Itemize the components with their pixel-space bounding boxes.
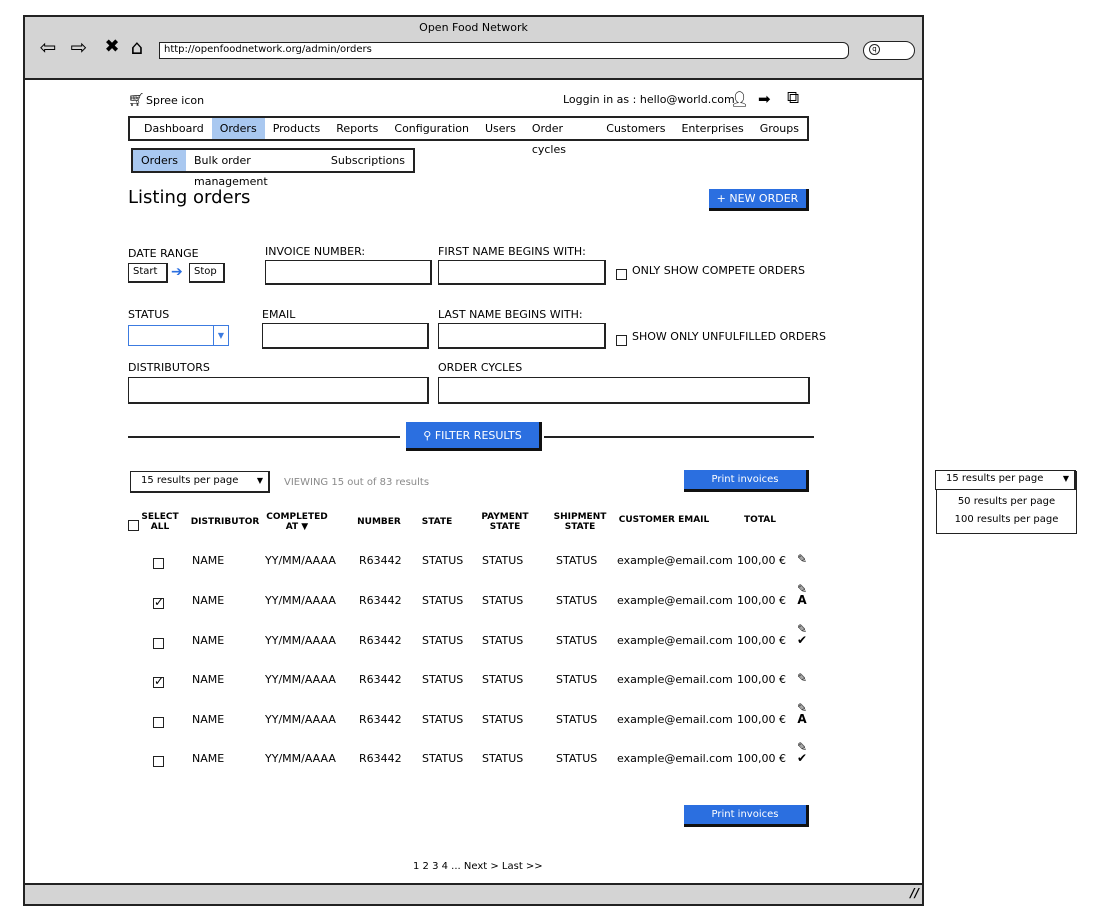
divider-right	[544, 436, 814, 438]
cell-distributor: NAME	[192, 713, 225, 726]
cell-shipment-state: STATUS	[556, 673, 598, 686]
row-actions	[795, 554, 809, 565]
search-icon: q	[869, 44, 880, 55]
subnav-bulk-order-management[interactable]: Bulk order management	[194, 154, 268, 188]
chevron-down-icon: ▼	[256, 476, 263, 485]
cell-completed-at: YY/MM/AAAA	[265, 713, 336, 726]
status-bar	[25, 883, 922, 904]
subnav-orders[interactable]: Orders	[133, 150, 186, 171]
filter-results-button[interactable]	[406, 422, 542, 451]
font-icon[interactable]: A	[797, 712, 807, 726]
invoice-number-label: INVOICE NUMBER:	[265, 245, 366, 258]
home-icon[interactable]: ⌂	[130, 35, 144, 59]
header-shipment-state: SHIPMENT STATE	[553, 512, 607, 532]
cell-total: 100,00 €	[737, 713, 786, 726]
search-icon: ⚲	[423, 429, 435, 442]
stop-date-field[interactable]: Stop	[189, 263, 225, 283]
cell-payment-state: STATUS	[482, 713, 524, 726]
browser-titlebar	[25, 17, 922, 80]
nav-dashboard[interactable]: Dashboard	[144, 122, 204, 135]
edit-icon[interactable]: ✎	[796, 582, 808, 596]
cell-payment-state: STATUS	[482, 634, 524, 647]
nav-reports[interactable]: Reports	[336, 122, 379, 135]
chevron-down-icon: ▼	[1062, 474, 1069, 483]
checkbox-icon	[153, 756, 164, 767]
per-page-select[interactable]	[130, 471, 270, 493]
checkbox-checked-icon	[153, 677, 164, 688]
row-checkbox[interactable]	[153, 754, 164, 767]
login-status: Loggin in as : hello@world.com	[563, 93, 735, 106]
cell-state: STATUS	[422, 594, 464, 607]
print-invoices-button-top[interactable]: Print invoices	[684, 470, 809, 492]
cell-completed-at: YY/MM/AAAA	[265, 634, 336, 647]
cell-payment-state: STATUS	[482, 594, 524, 607]
invoice-number-input[interactable]	[265, 260, 432, 285]
url-input[interactable]: http://openfoodnetwork.org/admin/orders	[159, 42, 849, 59]
logout-icon[interactable]: ➡	[758, 90, 771, 108]
header-number: NUMBER	[357, 517, 401, 527]
checkbox-icon	[153, 558, 164, 569]
check-icon[interactable]: ✔	[796, 633, 808, 647]
external-link-icon[interactable]: ⧉	[787, 88, 800, 108]
cell-number: R63442	[359, 634, 402, 647]
header-distributor: DISTRIBUTOR	[190, 517, 260, 527]
cell-customer-email: example@email.com	[617, 594, 733, 607]
checkbox-icon	[616, 335, 627, 346]
last-name-label: LAST NAME BEGINS WITH:	[438, 308, 583, 321]
first-name-input[interactable]	[438, 260, 606, 285]
row-checkbox[interactable]	[153, 596, 164, 609]
nav-enterprises[interactable]: Enterprises	[681, 122, 744, 135]
complete-orders-checkbox[interactable]	[616, 264, 627, 283]
cell-customer-email: example@email.com	[617, 713, 733, 726]
distributors-input[interactable]	[128, 377, 429, 404]
date-range-label: DATE RANGE	[128, 247, 199, 260]
dropdown-arrow-icon: ▼	[213, 326, 228, 345]
email-label: EMAIL	[262, 308, 296, 321]
status-label: STATUS	[128, 308, 170, 321]
nav-users[interactable]: Users	[485, 122, 516, 135]
first-name-label: FIRST NAME BEGINS WITH:	[438, 245, 586, 258]
checkbox-icon	[153, 717, 164, 728]
viewing-count: VIEWING 15 out of 83 results	[284, 477, 430, 488]
user-icon[interactable]: 👤︎	[730, 90, 750, 108]
resize-handle-icon[interactable]: //	[910, 886, 919, 900]
cell-completed-at: YY/MM/AAAA	[265, 673, 336, 686]
edit-icon[interactable]: ✎	[796, 552, 808, 566]
header-customer-email: CUSTOMER EMAIL	[618, 515, 710, 525]
cell-distributor: NAME	[192, 594, 225, 607]
check-icon[interactable]: ✔	[796, 751, 808, 765]
unfulfilled-orders-checkbox[interactable]	[616, 330, 627, 349]
checkbox-icon	[153, 638, 164, 649]
per-page-dropdown-popup	[936, 471, 1077, 534]
checkbox-icon	[128, 520, 139, 531]
subnav-subscriptions[interactable]: Subscriptions	[330, 154, 405, 167]
new-order-button[interactable]: + NEW ORDER	[709, 189, 809, 211]
checkbox-icon	[616, 269, 627, 280]
header-state: STATE	[421, 517, 453, 527]
row-checkbox[interactable]	[153, 675, 164, 688]
filter-results-label: FILTER RESULTS	[434, 429, 522, 442]
distributors-label: DISTRIBUTORS	[128, 361, 210, 374]
per-page-value: 15 results per page	[141, 475, 239, 486]
nav-customers[interactable]: Customers	[606, 122, 666, 135]
cell-state: STATUS	[422, 752, 464, 765]
page-title: Listing orders	[128, 187, 251, 208]
edit-icon[interactable]: ✎	[796, 740, 808, 754]
cell-distributor: NAME	[192, 673, 225, 686]
per-page-option-100[interactable]: 100 results per page	[954, 514, 1059, 525]
font-icon[interactable]: A	[797, 593, 807, 607]
window-title: Open Food Network	[419, 21, 528, 34]
per-page-option-50[interactable]: 50 results per page	[957, 496, 1056, 507]
cell-payment-state: STATUS	[482, 554, 524, 567]
cell-completed-at: YY/MM/AAAA	[265, 554, 336, 567]
cell-total: 100,00 €	[737, 554, 786, 567]
header-completed-at[interactable]: COMPLETED AT ▼	[266, 512, 328, 532]
cell-state: STATUS	[422, 673, 464, 686]
cell-shipment-state: STATUS	[556, 752, 598, 765]
close-icon[interactable]: ✖	[104, 36, 120, 57]
unfulfilled-orders-label: SHOW ONLY UNFULFILLED ORDERS	[632, 330, 826, 343]
edit-icon[interactable]: ✎	[796, 622, 808, 636]
cell-distributor: NAME	[192, 634, 225, 647]
cart-icon: 🛒︎	[128, 93, 145, 108]
nav-orders[interactable]: Orders	[212, 118, 265, 139]
back-icon[interactable]: ⇦	[39, 35, 57, 59]
spree-label: Spree icon	[146, 94, 205, 107]
per-page-dropdown-selected[interactable]: 15 results per page ▼	[935, 470, 1076, 490]
row-actions	[795, 624, 809, 646]
header-payment-state: PAYMENT STATE	[481, 512, 529, 532]
edit-icon[interactable]: ✎	[796, 701, 808, 715]
checkbox-checked-icon	[153, 598, 164, 609]
arrow-right-icon: ➔	[171, 264, 183, 280]
search-button[interactable]	[863, 41, 915, 60]
cell-number: R63442	[359, 554, 402, 567]
cell-distributor: NAME	[192, 752, 225, 765]
start-date-field[interactable]: Start	[128, 263, 168, 283]
main-nav	[128, 116, 809, 156]
row-actions	[795, 703, 809, 725]
cell-shipment-state: STATUS	[556, 594, 598, 607]
pagination[interactable]: 1 2 3 4 ... Next > Last >>	[413, 861, 543, 872]
cell-number: R63442	[359, 673, 402, 686]
status-select[interactable]	[128, 325, 229, 346]
row-actions	[795, 673, 809, 684]
cell-number: R63442	[359, 752, 402, 765]
cell-payment-state: STATUS	[482, 752, 524, 765]
cell-state: STATUS	[422, 554, 464, 567]
cell-completed-at: YY/MM/AAAA	[265, 594, 336, 607]
complete-orders-label: ONLY SHOW COMPETE ORDERS	[632, 264, 805, 277]
cell-completed-at: YY/MM/AAAA	[265, 752, 336, 765]
forward-icon[interactable]: ⇨	[70, 35, 88, 59]
edit-icon[interactable]: ✎	[796, 671, 808, 685]
cell-payment-state: STATUS	[482, 673, 524, 686]
select-all-checkbox[interactable]	[128, 515, 139, 534]
spree-logo[interactable]	[128, 93, 204, 108]
cell-distributor: NAME	[192, 554, 225, 567]
cell-shipment-state: STATUS	[556, 554, 598, 567]
cell-total: 100,00 €	[737, 673, 786, 686]
cell-customer-email: example@email.com	[617, 752, 733, 765]
cell-total: 100,00 €	[737, 594, 786, 607]
sub-nav	[131, 148, 415, 188]
row-checkbox[interactable]	[153, 636, 164, 649]
cell-total: 100,00 €	[737, 752, 786, 765]
header-total: TOTAL	[744, 515, 776, 525]
nav-configuration[interactable]: Configuration	[394, 122, 469, 135]
row-checkbox[interactable]	[153, 715, 164, 728]
header-select-all: SELECT ALL	[141, 512, 179, 532]
row-checkbox[interactable]	[153, 556, 164, 569]
nav-order-cycles[interactable]: Order cycles	[531, 122, 566, 156]
email-input[interactable]	[262, 323, 429, 349]
divider-left	[128, 436, 400, 438]
cell-state: STATUS	[422, 713, 464, 726]
cell-number: R63442	[359, 594, 402, 607]
cell-shipment-state: STATUS	[556, 634, 598, 647]
cell-total: 100,00 €	[737, 634, 786, 647]
print-invoices-button-bottom[interactable]: Print invoices	[684, 805, 809, 827]
cell-customer-email: example@email.com	[617, 554, 733, 567]
cell-customer-email: example@email.com	[617, 673, 733, 686]
order-cycles-input[interactable]	[438, 377, 810, 404]
cell-shipment-state: STATUS	[556, 713, 598, 726]
cell-state: STATUS	[422, 634, 464, 647]
order-cycles-label: ORDER CYCLES	[438, 361, 523, 374]
nav-products[interactable]: Products	[272, 122, 321, 135]
cell-customer-email: example@email.com	[617, 634, 733, 647]
row-actions	[795, 742, 809, 764]
cell-number: R63442	[359, 713, 402, 726]
nav-groups[interactable]: Groups	[759, 122, 799, 135]
row-actions	[795, 584, 809, 606]
last-name-input[interactable]	[438, 323, 606, 349]
